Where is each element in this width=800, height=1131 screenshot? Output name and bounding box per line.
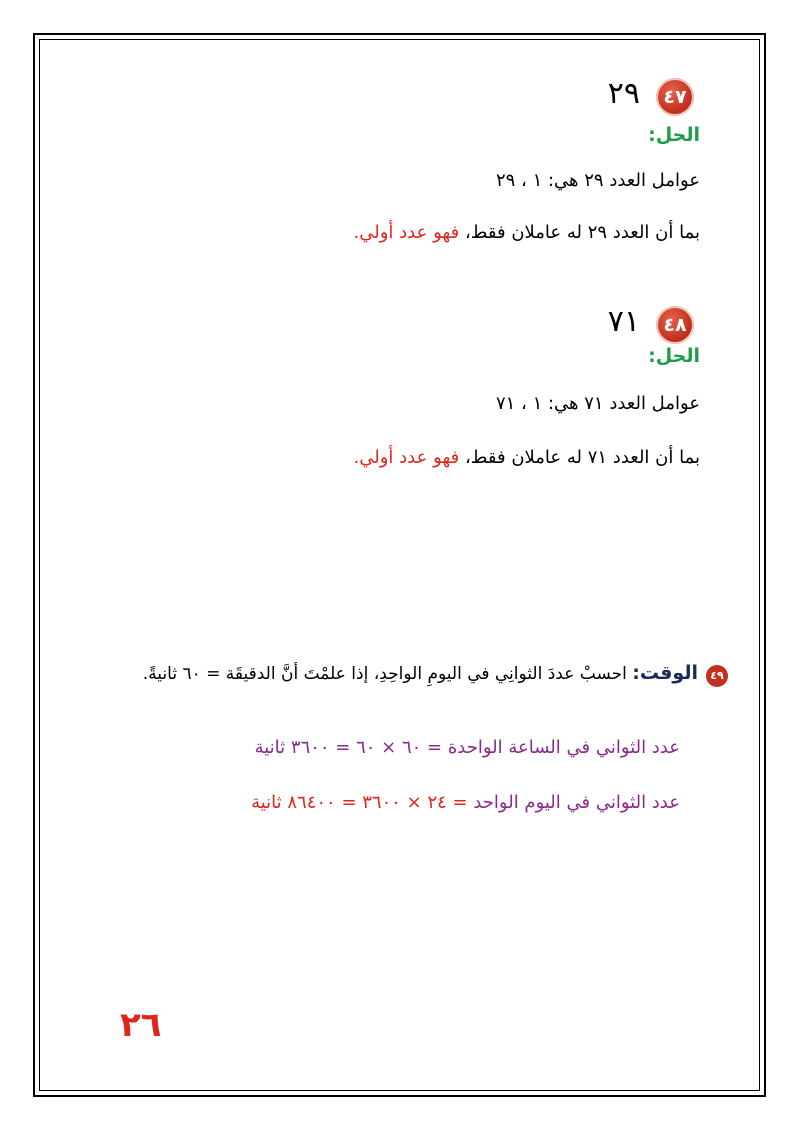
question-47-conclusion-line (354, 222, 700, 243)
question-49-title: الوقت: (632, 662, 698, 684)
question-49-badge: ٤٩ (706, 665, 728, 687)
page-border-inner (39, 39, 760, 1091)
question-48-solution-label: الحل: (648, 345, 700, 367)
question-47-prime-result: فهو عدد أولي. (353, 222, 460, 243)
question-48-number: ٧١ (607, 304, 640, 339)
question-47-solution-label: الحل: (648, 124, 700, 146)
question-49-hour-line: عدد الثواني في الساعة الواحدة = ٦٠ × ٦٠ = ٣٦٠٠ ثانية (254, 737, 680, 758)
question-49-prompt (143, 662, 698, 684)
question-48-prime-result: فهو عدد أولي. (353, 447, 460, 468)
question-47-badge: ٤٧ (656, 78, 694, 116)
question-48-badge: ٤٨ (656, 306, 694, 344)
question-47-conclusion-text: بما أن العدد ٢٩ له عاملان فقط، (465, 222, 700, 243)
question-49-day-line (251, 792, 680, 813)
question-49-day-label: عدد الثواني في اليوم الواحد (473, 792, 680, 813)
page-number: ٢٦ (120, 1005, 162, 1045)
question-49-question: احسبْ عددَ الثوانِي في اليومِ الواحِدِ، إذا علمْتَ أنَّ الدقيقَة = ٦٠ ثانيةً. (142, 664, 627, 684)
question-48-factors-line: عوامل العدد ٧١ هي: ١ ، ٧١ (495, 393, 700, 414)
question-49-day-result: = ٢٤ × ٣٦٠٠ = ٨٦٤٠٠ ثانية (251, 792, 468, 813)
question-47-number: ٢٩ (607, 76, 640, 111)
question-48-conclusion-text: بما أن العدد ٧١ له عاملان فقط، (465, 447, 700, 468)
question-48-conclusion-line (354, 447, 700, 468)
question-47-factors-line: عوامل العدد ٢٩ هي: ١ ، ٢٩ (495, 170, 700, 191)
